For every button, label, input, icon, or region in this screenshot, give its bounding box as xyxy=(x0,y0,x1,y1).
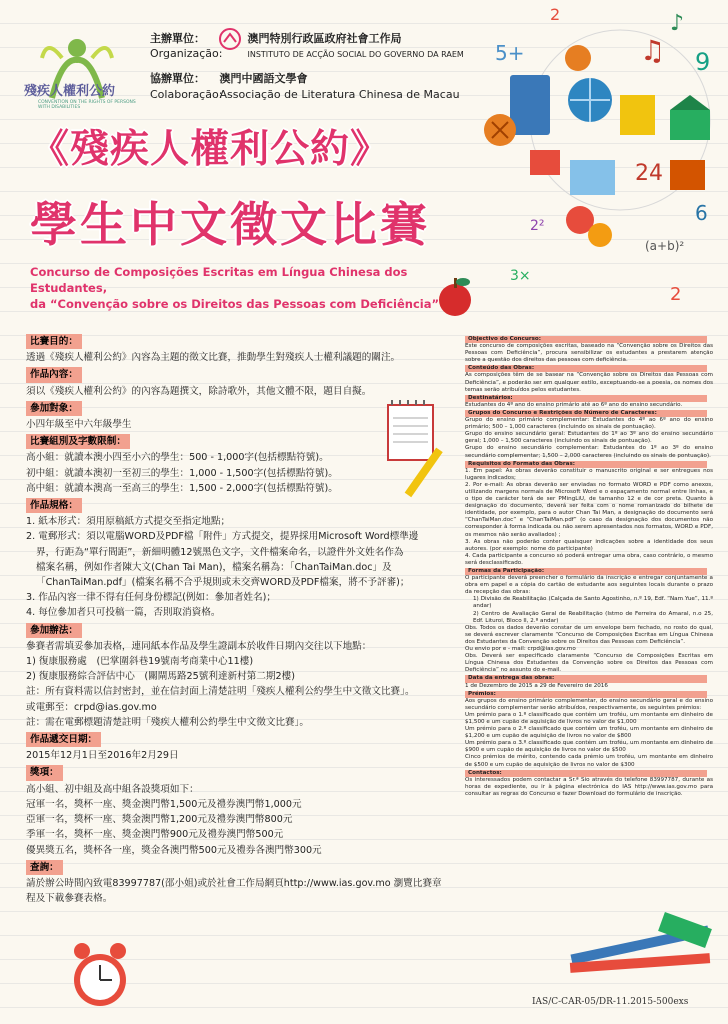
section-heading: 作品規格： xyxy=(26,498,82,513)
section-heading: Destinatários: xyxy=(465,395,707,402)
section-heading: Conteúdo das Obras: xyxy=(465,365,707,372)
section-heading: Contactos: xyxy=(465,770,707,777)
section-text: 2) 復康服務綜合評估中心 (關閘馬路25號利達新村第二期2樓) xyxy=(26,671,295,683)
svg-text:5+: 5+ xyxy=(495,41,525,65)
svg-text:6: 6 xyxy=(695,201,708,225)
section-text: 檔案名稱，例如作者陳大文(Chan Tai Man)，檔案名稱為：「ChanTaiMan.doc」及 xyxy=(36,561,392,573)
section-text: As composições têm de se basear na “Convenção sobre os Direitos das Pessoas com Deficiência”, e poderão ser em qualquer estilo, exceptuando-se a poesia, os nomes dos temas serão atribuídos pelos estudantes. xyxy=(465,372,713,393)
svg-text:2²: 2² xyxy=(530,218,545,234)
alarm-clock-icon xyxy=(60,935,140,1015)
section-text: 「ChanTaiMan.pdf」(檔案名稱不合乎規則或未交齊WORD及PDF檔案，將不予評審)； xyxy=(36,577,410,589)
section-text: 2. Por e-mail: As obras deverão ser enviadas no formato WORD e PDF como anexos, utilizando margens normais de Microsoft Word e o espaçamento normal entre linhas, e o tipo de carácter terá de ser PMingLiU, de tamanho 12 e de cor preta. Quanto à designação do documento, deverá ser feita com o nome romanizado do bilhete de identidade, por exemplo, para o autor Chan Tai Man, a designação do documento será “ChanTaiMan.doc” e “ChanTaiMan.pdf” (o caso da designação dos documentos não corresponder à forma indicada ou não serem apresentados nos formatos, WORD e PDF, os mesmos não serão avaliados) ; xyxy=(465,481,713,538)
section-text: Obs. Todos os dados deverão constar de um envelope bem fechado, no rosto do qual, se deverá escrever claramente “Concurso de Composições Escritas em Língua Chinesa dos Estudantes da Convenção sobre os Direitos das Pessoas com Deficiência”. xyxy=(465,624,713,645)
section-text: 冠軍一名，獎杯一座、獎金澳門幣1,500元及禮券澳門幣1,000元 xyxy=(26,798,302,810)
collab-label-zh: 協辦單位： xyxy=(150,72,205,85)
collab-label-pt: Colaboração: xyxy=(150,88,223,101)
portuguese-details xyxy=(465,335,713,798)
organizer-label-pt: Organização: xyxy=(150,47,223,60)
svg-text:3×: 3× xyxy=(510,268,531,284)
section-text: 1. 紙本形式：須用原稿紙方式提交至指定地點； xyxy=(26,516,231,528)
section-text: 透過《殘疾人權利公約》內容為主題的徵文比賽，推動學生對殘疾人士權利議題的關注。 xyxy=(26,352,401,364)
svg-text:2: 2 xyxy=(550,5,561,24)
section-text: 高小組：就讀本澳小四至小六的學生：500 - 1,000字(包括標點符號)。 xyxy=(26,452,329,464)
section-heading: 比賽組別及字數限制： xyxy=(26,434,130,449)
section-text: 請於辦公時間內致電83997787(邵小姐)或於社會工作局網頁http://www.ias.gov.mo 瀏覽比賽章 xyxy=(26,877,442,889)
section-text: Grupo do ensino primário complementar: Estudantes do 4º ao 6º ano do ensino primário; 500 – 1,000 caracteres (incluindo os sinais de pontuação). xyxy=(465,417,713,431)
collab-name-pt: Associação de Literatura Chinesa de Macau xyxy=(219,88,460,101)
section-heading: 作品內容： xyxy=(26,367,82,382)
logo-name: 殘疾人權利公約 xyxy=(24,84,116,99)
section-text: 1 de Dezembro de 2015 a 29 de Fevereiro de 2016 xyxy=(465,682,608,689)
section-text: Este concurso de composições escritas, baseado na “Convenção sobre os Direitos das Pessoas com Deficiência”, procura sensibilizar os estudantes a prestarem atenção sobre a questão dos direitos das pessoas com deficiência. xyxy=(465,343,713,364)
section-text: 2. 電郵形式：須以電腦WORD及PDF檔「附件」方式提交，提界採用Microsoft Word標準邊 xyxy=(26,531,419,543)
section-heading: Requisitos do Formato das Obras: xyxy=(465,461,707,468)
section-text: 高中組：就讀本澳高一至高三的學生：1,500 - 2,000字(包括標點符號)。 xyxy=(26,482,338,494)
section-text: 2015年12月1日至2016年2月29日 xyxy=(26,750,179,762)
section-heading: Grupos do Concurso e Restrições do Número de Caracteres: xyxy=(465,410,707,417)
chinese-details xyxy=(26,332,450,906)
collab-row-pt xyxy=(150,88,460,101)
section-text: Grupo do ensino secundário geral: Estudantes do 1º ao 3º ano do ensino secundário geral; 1,000 – 1,500 caracteres (incluindo os sinais de pontuação). xyxy=(465,431,713,445)
section-text: 小四年級至中六年級學生 xyxy=(26,419,132,431)
section-heading: 參加辦法： xyxy=(26,623,82,638)
section-text: 須以《殘疾人權利公約》的內容為題撰文，除詩歌外，其他文體不限，題目自擬。 xyxy=(26,385,372,397)
section-text: Cinco prémios de mérito, contendo cada prémio um troféu, um montante em dinheiro de $500 e um cupão de aquisição de livros no valor de $300 xyxy=(465,754,713,768)
section-heading: 獎項： xyxy=(26,765,63,780)
organizer-row xyxy=(150,30,402,46)
section-text: 季軍一名，獎杯一座、獎金澳門幣900元及禮券澳門幣500元 xyxy=(26,829,284,841)
section-text: 4. 每位參加者只可投稿一篇，否則取消資格。 xyxy=(26,607,221,619)
section-text: 初中組：就讀本澳初一至初三的學生：1,000 - 1,500字(包括標點符號)。 xyxy=(26,467,338,479)
section-text: 註：需在電郵標題清楚註明「殘疾人權利公約學生中文徵文比賽」。 xyxy=(26,716,310,728)
section-text: O participante deverá preencher o formulário da inscrição e entregar conjuntamente a obra em papel e a cópia do cartão de estudante aos seguintes locais durante o prazo da recepção das obras: xyxy=(465,575,713,596)
section-text: 註：所有資料需以信封密封，並在信封面上清楚註明「殘疾人權利公約學生中文徵文比賽」。 xyxy=(26,686,415,698)
section-text: Grupo do ensino secundário complementar: Estudantes do 1º ao 3º do ensino secundário complementar; 1,500 – 2,000 caracteres (incluindo os sinais de pontuação). xyxy=(465,445,713,459)
logo-subtitle: CONVENTION ON THE RIGHTS OF PERSONS WITH DISABILITIES xyxy=(38,100,136,110)
section-text: 亞軍一名，獎杯一座、獎金澳門幣1,200元及禮券澳門幣800元 xyxy=(26,814,293,826)
organizer-label-zh: 主辦單位： xyxy=(150,32,205,45)
section-heading: 作品遞交日期： xyxy=(26,732,101,747)
svg-text:24: 24 xyxy=(635,161,663,186)
page-subtitle: 學生中文徵文比賽 xyxy=(30,198,430,253)
section-heading: Formas da Participação: xyxy=(465,568,707,575)
section-text: 1) 復康服務處 (巴掌圍斜巷19號南考商業中心11樓) xyxy=(26,656,254,668)
svg-text:♫: ♫ xyxy=(640,34,666,67)
section-text: Aos grupos do ensino primário complementar, do ensino secundário geral e do ensino secundário complementar serão atribuídos, respectivamente, os seguintes prémios: xyxy=(465,697,713,711)
organizer-row-pt xyxy=(150,47,464,60)
section-heading: 查詢： xyxy=(26,860,63,875)
section-text: 3. As obras não poderão conter quaisquer indicações sobre a identidade dos seus autores. (por exemplo: nome do participante) xyxy=(465,538,713,552)
page-title: 《殘疾人權利公約》 xyxy=(30,127,391,172)
section-text: Um prémio para o 3.º classificado que contém um troféu, um montante em dinheiro de $900 e um cupão de aquisição de livros no valor de $500 xyxy=(465,740,713,754)
email-text: Ou envio por e - mail: crpd@ias.gov.mo xyxy=(465,646,576,653)
svg-text:(a+b)²: (a+b)² xyxy=(645,239,685,253)
section-text: 1) Divisão de Reabilitação (Calçada de Santo Agostinho, n.º 19, Edf. “Nam Yue”, 11.º andar) xyxy=(473,596,713,610)
section-heading: Prémios: xyxy=(465,691,707,698)
section-heading: Data da entrega das obras: xyxy=(465,675,707,682)
pencils-icon xyxy=(560,910,720,990)
svg-text:2: 2 xyxy=(670,284,682,305)
document-code: IAS/C-CAR-05/DR-11.2015-500exs xyxy=(532,997,689,1007)
portuguese-title-line2: da “Convenção sobre os Direitos das Pessoas com Deficiência” xyxy=(30,297,440,311)
portuguese-title xyxy=(30,264,470,312)
organizer-name-pt: INSTITUTO DE ACÇÃO SOCIAL DO GOVERNO DA RAEM xyxy=(247,50,464,59)
section-heading: Objectivo do Concurso: xyxy=(465,336,707,343)
section-text: 程及下載參賽表格。 xyxy=(26,893,113,905)
section-heading: 比賽目的： xyxy=(26,334,82,349)
section-text: 1. Em papel: As obras deverão constituir o manuscrito original e ser entregues nos lugares indicados; xyxy=(465,467,713,481)
organizer-name-zh: 澳門特別行政區政府社會工作局 xyxy=(247,32,402,45)
email-text: 或電郵至：crpd@ias.gov.mo xyxy=(26,701,157,713)
section-text: 3. 作品內容一律不得有任何身份標記(例如：參加者姓名)； xyxy=(26,592,276,604)
section-text: Obs. Deverá ser especificado claramente “Concurso de Composições Escritas em Língua Chinesa dos Estudantes da Convenção sobre os Direitos das Pessoas com Deficiência” no assunto do e-mail. xyxy=(465,653,713,674)
section-text: Os interessados podem contactar a Sr.ª Sio através do telefone 83997787, durante as horas de expediente, ou ir à página electrónica do IAS http://www.ias.gov.mo para consultar as regras do Concurso e fazer Download do formulário de inscrição. xyxy=(465,776,713,797)
section-text: 高小組、初中組及高中組各設獎項如下： xyxy=(26,783,199,795)
section-text: Estudantes do 4º ano do ensino primário até ao 6º ano do ensino secundário. xyxy=(465,401,683,408)
section-text: Um prémio para o 1.º classificado que contém um troféu, um montante em dinheiro de $1,500 e um cupão de aquisição de livros no valor de $1,000 xyxy=(465,711,713,725)
education-doodle-icon xyxy=(470,0,728,320)
portuguese-title-line1: Concurso de Composições Escritas em Língua Chinesa dos Estudantes, xyxy=(30,265,408,295)
collab-name-zh: 澳門中國語文學會 xyxy=(219,72,308,85)
section-heading: 參加對象： xyxy=(26,401,82,416)
svg-text:♪: ♪ xyxy=(670,11,685,36)
section-text: Um prémio para o 2.º classificado que contém um troféu, um montante em dinheiro de $1,200 e um cupão de aquisição de livros no valor de $800 xyxy=(465,726,713,740)
section-text: 2) Centro de Avaliação Geral de Reabilitação (Istmo de Ferreira do Amaral, n.o 25, Edf. Lituroi, Bloco II, 2.º andar) xyxy=(473,610,713,624)
section-text: 4. Cada participante a concurso só poderá entregar uma obra, caso contrário, o mesmo será desclassificado. xyxy=(465,552,713,566)
section-text: 優異獎五名，獎杯各一座，獎金各澳門幣500元及禮券各澳門幣300元 xyxy=(26,844,322,856)
svg-text:9: 9 xyxy=(695,48,711,76)
section-text: 參賽者需填妥參加表格，連同紙本作品及學生證副本於收件日期內交往以下地點： xyxy=(26,640,372,652)
section-text: 界，行距為“單行間距”，新細明體12號黑色文字，文件檔案命名，以證件外文姓名作為 xyxy=(36,546,404,558)
collab-row xyxy=(150,70,308,86)
